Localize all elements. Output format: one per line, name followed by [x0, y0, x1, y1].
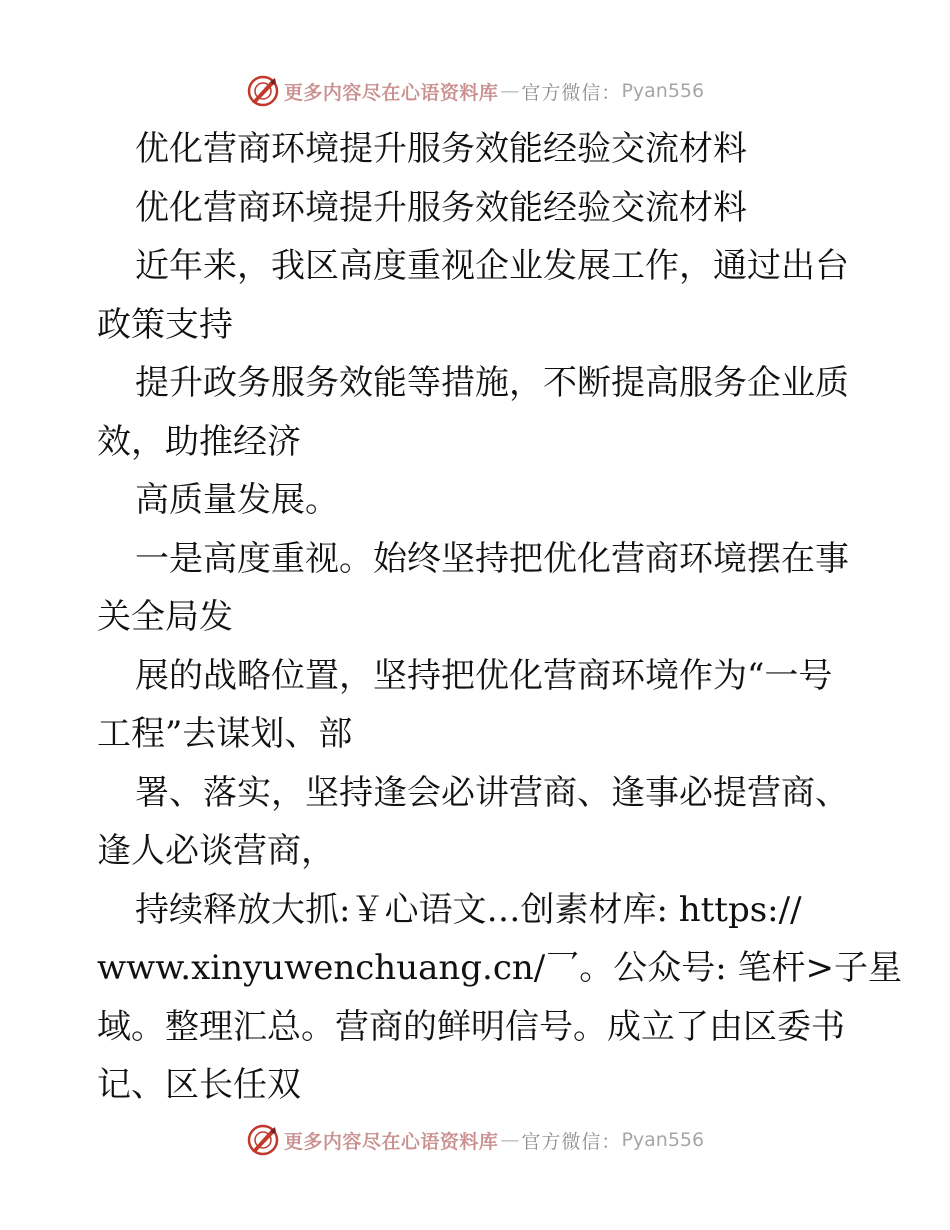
footer-banner	[0, 1120, 950, 1160]
banner-wechat-id: Pyan556	[621, 80, 705, 102]
doc-line: 逢人必谈营商，	[97, 831, 335, 871]
brand-logo-icon	[246, 74, 280, 108]
doc-title-repeat: 优化营商环境提升服务效能经验交流材料	[135, 187, 747, 228]
banner-separator: —	[500, 1129, 520, 1151]
doc-line: 提升政务服务效能等措施，不断提高服务企业质	[135, 363, 849, 403]
doc-line: 一是高度重视。始终坚持把优化营商环境摆在事	[135, 538, 849, 579]
doc-line: 域。整理汇总。营商的鲜明信号。成立了由区委书	[97, 1006, 845, 1047]
doc-line: 署、落实，坚持逢会必讲营商、逢事必提营商、	[135, 772, 849, 813]
banner-wechat-label: 官方微信：	[521, 1130, 622, 1153]
header-banner	[0, 71, 950, 111]
banner-wechat-label: 官方微信：	[521, 81, 622, 104]
doc-line: www.xinyuwenchuang.cn/乛。公众号: 笔杆>子星	[97, 948, 902, 988]
doc-line: 展的战略位置，坚持把优化营商环境作为“一号	[135, 655, 833, 696]
doc-line: 政策支持	[97, 304, 233, 345]
brand-logo-icon	[246, 1123, 280, 1157]
banner-wechat-id: Pyan556	[621, 1129, 705, 1151]
banner-title: 更多内容尽在心语资料库	[283, 81, 499, 104]
doc-title: 优化营商环境提升服务效能经验交流材料	[135, 129, 747, 169]
doc-line: 效，助推经济	[97, 421, 301, 462]
doc-line: 关全局发	[97, 597, 233, 637]
banner-separator: —	[500, 80, 520, 102]
doc-line: 近年来，我区高度重视企业发展工作，通过出台	[135, 246, 849, 286]
doc-line: 持续释放大抓:￥心语文…创素材库: https://	[135, 889, 802, 930]
doc-line: 记、区长任双	[97, 1065, 301, 1105]
document-body	[97, 120, 902, 1115]
banner-title: 更多内容尽在心语资料库	[283, 1130, 499, 1153]
doc-line: 工程”去谋划、部	[97, 714, 353, 754]
doc-line: 高质量发展。	[135, 480, 339, 520]
